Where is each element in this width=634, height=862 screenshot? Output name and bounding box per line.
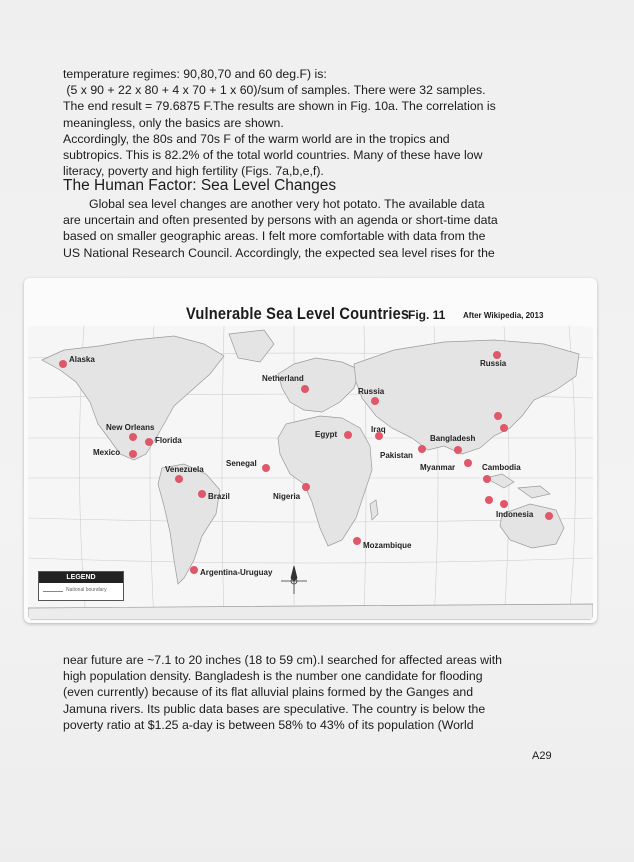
text-line: poverty ratio at $1.25 a-day is between 58% to 43% of its population (World	[63, 717, 474, 732]
marker-china-1	[494, 412, 502, 420]
text-line: Global sea level changes are another very hot potato. The available data	[89, 197, 485, 211]
text-line: Accordingly, the 80s and 70s F of the warm world are in the tropics and	[63, 131, 450, 146]
label-pakistan: Pakistan	[380, 451, 413, 460]
label-alaska: Alaska	[69, 355, 95, 364]
text-line: The end result = 79.6875 F.The results are shown in Fig. 10a. The correlation is	[63, 99, 496, 114]
label-senegal: Senegal	[226, 459, 257, 468]
figure-title: Vulnerable Sea Level Countries	[186, 304, 410, 323]
label-myanmar: Myanmar	[420, 463, 456, 472]
text-line: are uncertain and often presented by persons with an agenda or short-time data	[63, 213, 498, 228]
marker-indonesia-2	[500, 500, 508, 508]
map-legend	[38, 571, 124, 601]
page-number: A29	[532, 750, 552, 762]
label-argentina-uruguay: Argentina-Uruguay	[200, 568, 273, 577]
marker-china-2	[500, 424, 508, 432]
legend-title: LEGEND	[39, 572, 123, 583]
label-venezuela: Venezuela	[165, 465, 204, 474]
marker-nigeria	[302, 483, 310, 491]
marker-new-orleans	[129, 433, 137, 441]
label-mexico: Mexico	[93, 448, 121, 457]
marker-myanmar	[464, 459, 472, 467]
label-egypt: Egypt	[315, 430, 338, 439]
marker-senegal	[262, 464, 270, 472]
text-line: based on smaller geographic areas. I felt more comfortable with data from the	[63, 229, 486, 244]
marker-russia-east	[493, 351, 501, 359]
label-mozambique: Mozambique	[363, 541, 412, 550]
legend-item: National boundary	[66, 587, 107, 593]
text-line: Jamuna rivers. Its public data bases are speculative. The country is below the	[63, 701, 486, 716]
marker-alaska	[59, 360, 67, 368]
marker-pakistan	[418, 445, 426, 453]
label-russia: Russia	[358, 387, 385, 396]
text-line: temperature regimes: 90,80,70 and 60 deg.F) is:	[63, 67, 327, 81]
intro-paragraph	[63, 66, 563, 179]
text-line: near future are ~7.1 to 20 inches (18 to 59 cm).I searched for affected areas with	[63, 653, 502, 667]
marker-indonesia-1	[485, 496, 493, 504]
marker-netherland	[301, 385, 309, 393]
marker-mexico	[129, 450, 137, 458]
label-bangladesh: Bangladesh	[430, 434, 476, 443]
label-nigeria: Nigeria	[273, 492, 301, 501]
label-netherland: Netherland	[262, 374, 304, 383]
marker-cambodia	[483, 475, 491, 483]
label-brazil: Brazil	[208, 492, 230, 501]
section-heading: The Human Factor: Sea Level Changes	[63, 177, 337, 194]
text-line: high population density. Bangladesh is the number one candidate for flooding	[63, 669, 483, 684]
marker-venezuela	[175, 475, 183, 483]
figure-source: After Wikipedia, 2013	[463, 311, 544, 320]
text-line: (5 x 90 + 22 x 80 + 4 x 70 + 1 x 60)/sum of samples. There were 32 samples.	[63, 83, 486, 98]
label-russia-east: Russia	[480, 359, 507, 368]
marker-indonesia-3	[545, 512, 553, 520]
label-indonesia: Indonesia	[496, 510, 534, 519]
label-iraq: Iraq	[371, 425, 386, 434]
marker-mozambique	[353, 537, 361, 545]
text-line: US National Research Council. Accordingly, the expected sea level rises for the	[63, 245, 495, 260]
text-line: meaningless, only the basics are shown.	[63, 115, 284, 130]
marker-russia	[371, 397, 379, 405]
figure-number: Fig. 11	[408, 308, 446, 322]
marker-argentina-uruguay	[190, 566, 198, 574]
label-florida: Florida	[155, 436, 182, 445]
boundary-line-icon	[43, 591, 63, 592]
marker-bangladesh	[454, 446, 462, 454]
text-line: (even currently) because of its flat alluvial plains formed by the Ganges and	[63, 685, 474, 700]
marker-florida	[145, 438, 153, 446]
marker-egypt	[344, 431, 352, 439]
label-cambodia: Cambodia	[482, 463, 521, 472]
label-new-orleans: New Orleans	[106, 423, 155, 432]
text-line: subtropics. This is 82.2% of the total world countries. Many of these have low	[63, 148, 483, 163]
closing-paragraph	[63, 652, 563, 733]
section-paragraph	[63, 196, 563, 261]
text-line: literacy, poverty and high fertility (Figs. 7a,b,e,f).	[63, 164, 324, 179]
marker-brazil	[198, 490, 206, 498]
